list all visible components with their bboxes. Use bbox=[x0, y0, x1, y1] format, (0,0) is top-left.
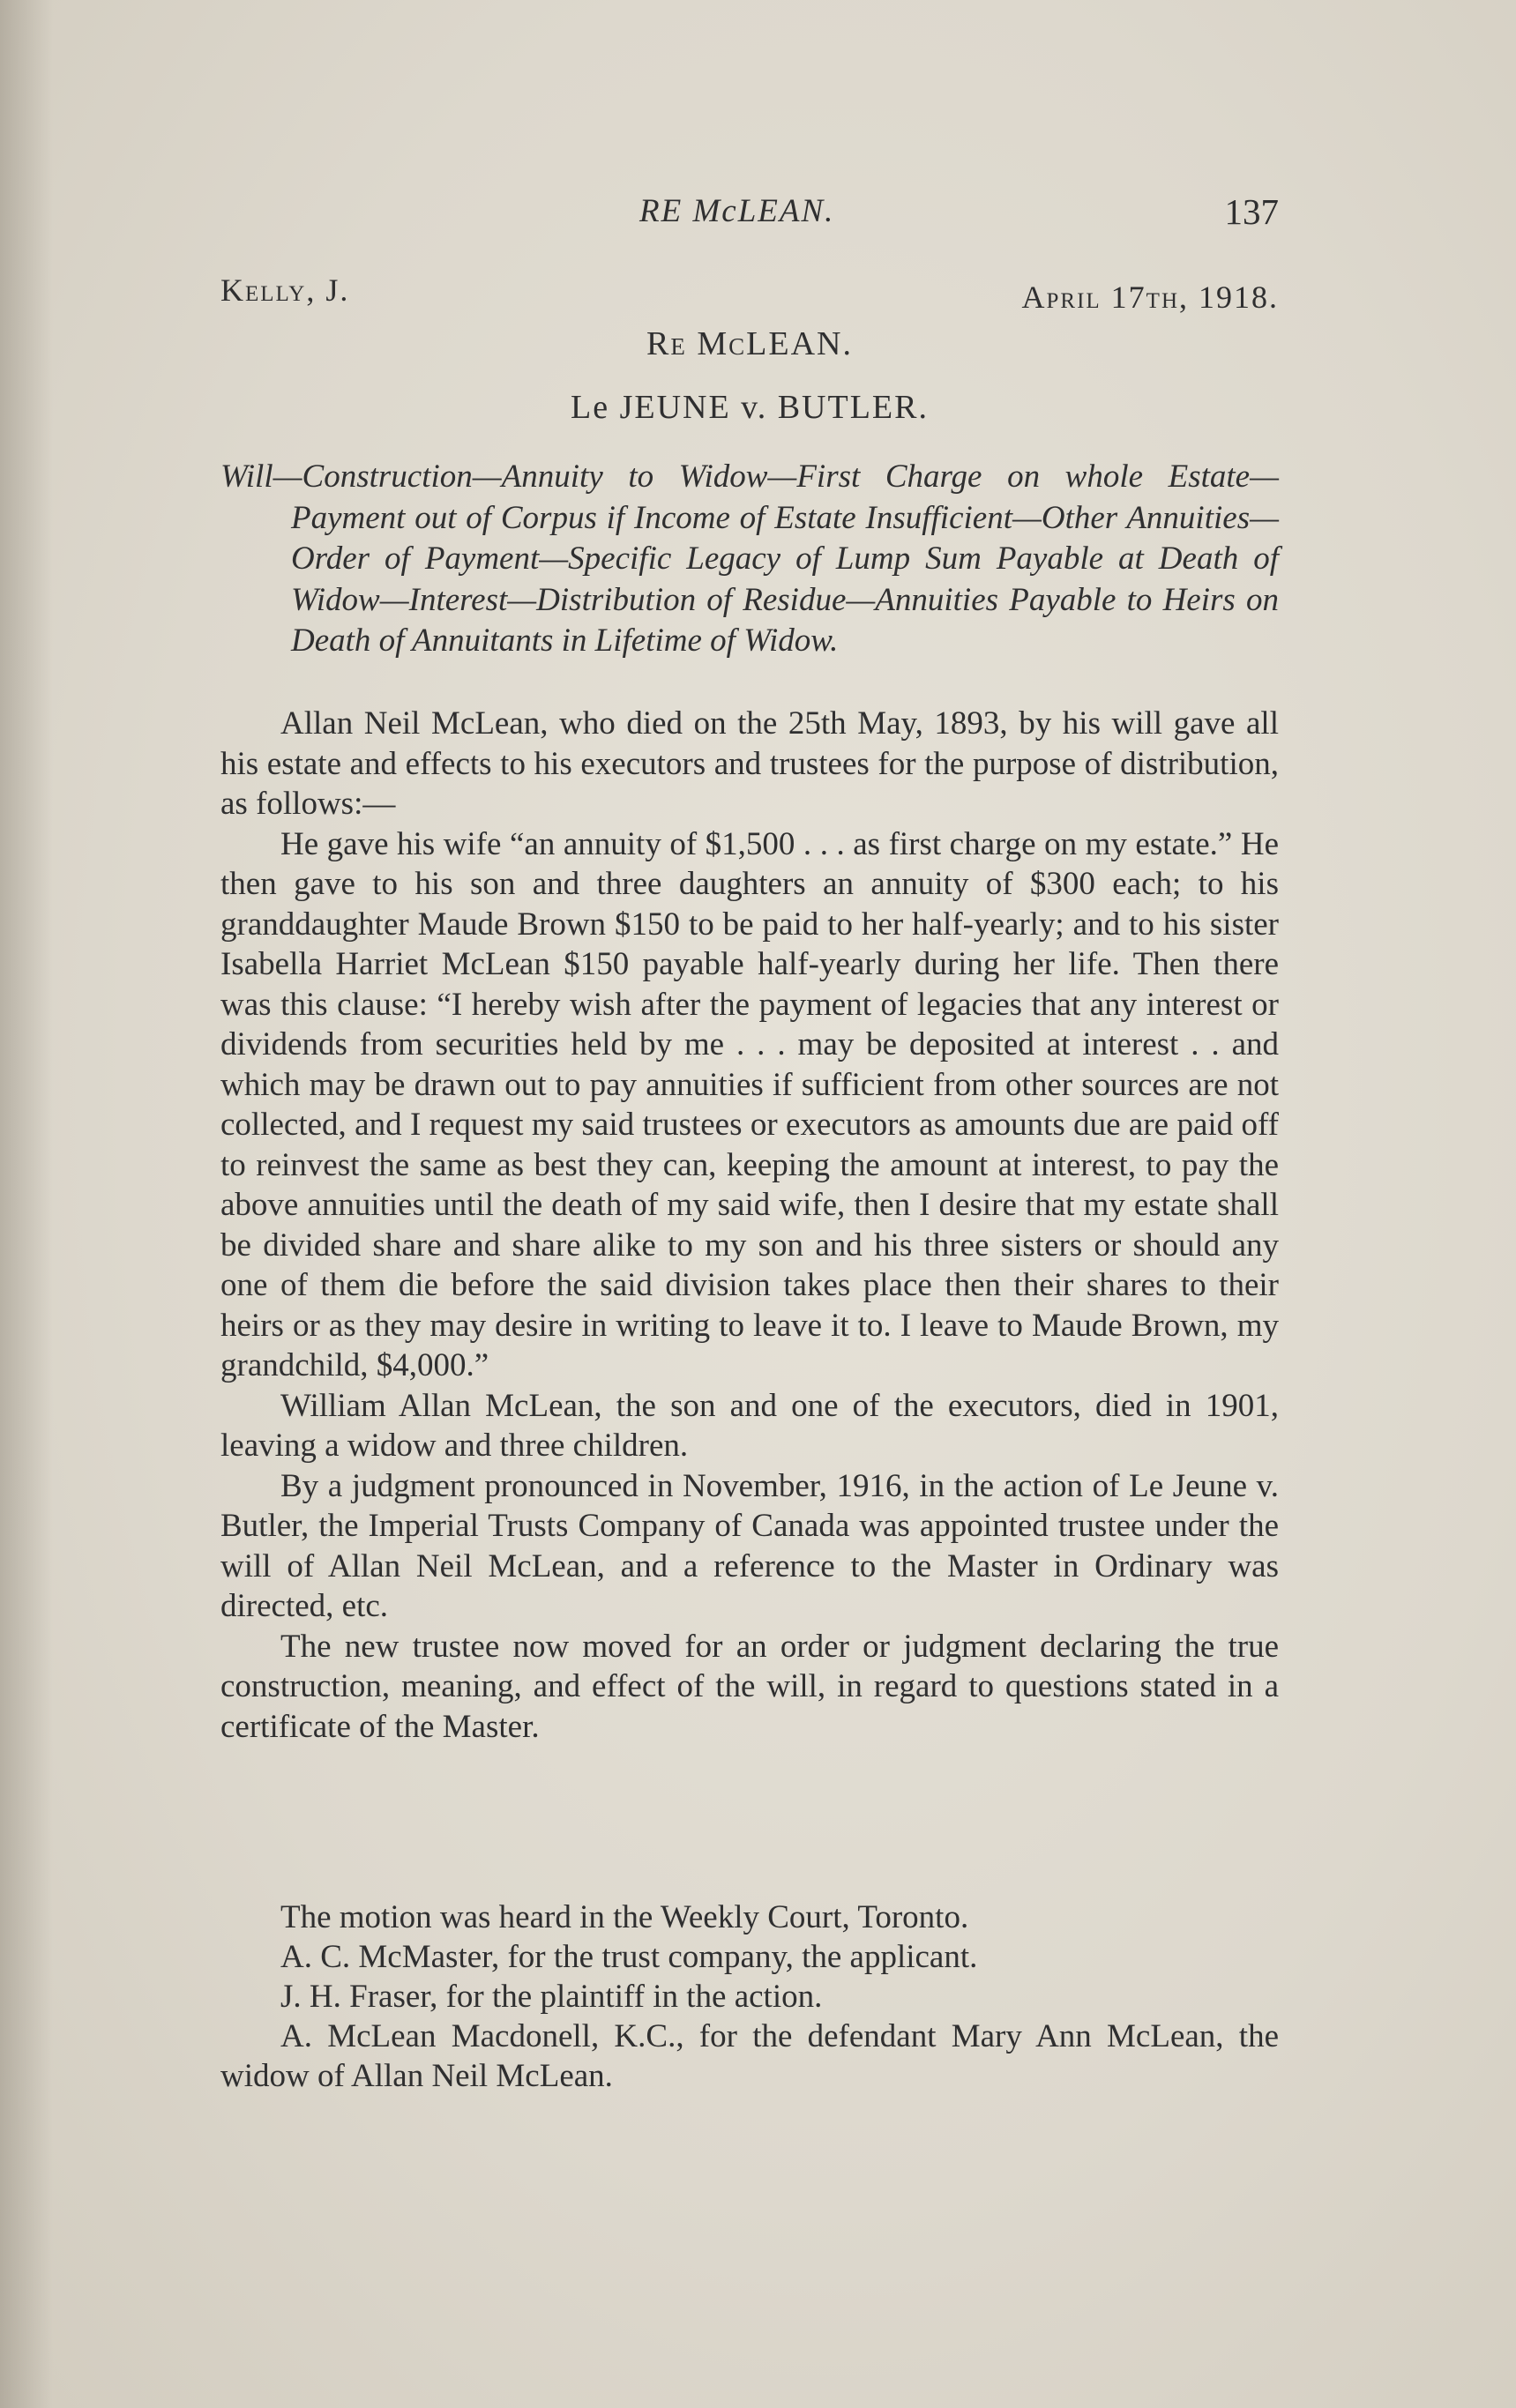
case-info-line bbox=[220, 272, 1279, 316]
judgment-date: April 17th, 1918. bbox=[1021, 280, 1279, 315]
running-title: RE McLEAN. bbox=[639, 193, 835, 229]
paragraph: The new trustee now moved for an order or judgment declaring the true construction, meaning, and effect of the will, in regard to questions stated in a certificate of the Master. bbox=[220, 1628, 1279, 1745]
counsel-list bbox=[220, 1897, 1279, 2096]
page-number: 137 bbox=[1224, 191, 1279, 232]
paragraph: He gave his wife “an annuity of $1,500 . . . as first charge on my estate.” He then gave to his son and three daughters an annuity of $300 each; to his granddaughter Maude Brown $150 to be paid to her half-yearly; and to his sister Isabella Harriet McLean $150 payable half-yearly during her life. Then there was this clause: “I hereby wish after the payment of legacies that any interest or dividends from securities held by me . . . may be deposited at interest . . and which may be drawn out to pay annuities if sufficient from other sources are not collected, and I request my said trustees or executors as amounts due are paid off to reinvest the same as best they can, keeping the amount at interest, to pay the above annuities until the death of my said wife, then I desire that my estate shall be divided share and share alike to my son and his three sisters or should any one of them die before the said division takes place then their shares to their heirs or as they may desire in writing to leave it to. I leave to Maude Brown, my grandchild, $4,000.” bbox=[220, 825, 1279, 1383]
counsel-line: A. McLean Macdonell, K.C., for the defendant Mary Ann McLean, the widow of Allan Neil McLean. bbox=[220, 2018, 1279, 2094]
judge-name: Kelly, J. bbox=[220, 272, 350, 308]
paragraph: By a judgment pronounced in November, 1916, in the action of Le Jeune v. Butler, the Imperial Trusts Company of Canada was appointed trustee under the will of Allan Neil McLean, and a reference to the Master in Ordinary was directed, etc. bbox=[220, 1467, 1279, 1624]
paragraph: Allan Neil McLean, who died on the 25th May, 1893, by his will gave all his estate and effects to his executors and trustees for the purpose of distribution, as follows:— bbox=[220, 705, 1279, 822]
counsel-line: J. H. Fraser, for the plaintiff in the action. bbox=[280, 1979, 823, 2015]
counsel-line: A. C. McMaster, for the trust company, the applicant. bbox=[280, 1939, 978, 1975]
paragraph: William Allan McLean, the son and one of the executors, died in 1901, leaving a widow and three children. bbox=[220, 1387, 1279, 1464]
page-spine-shadow bbox=[0, 0, 53, 2408]
counsel-line: The motion was heard in the Weekly Court, Toronto. bbox=[280, 1899, 969, 1935]
running-head bbox=[220, 192, 1279, 245]
case-subtitle: Le JEUNE v. BUTLER. bbox=[571, 389, 929, 426]
case-title: Re McLEAN. bbox=[646, 325, 853, 362]
body-text bbox=[220, 704, 1279, 1747]
headnote: Will—Construction—Annuity to Widow—First Charge on whole Estate—Payment out of Corpus if Income of Estate Insufficient—Other Annuities—Order of Payment—Specific Legacy of Lump Sum Payable at Death of Widow—Interest—Distribution of Residue—Annuities Payable to Heirs on Death of Annuitants in Lifetime of Widow. bbox=[220, 458, 1279, 659]
